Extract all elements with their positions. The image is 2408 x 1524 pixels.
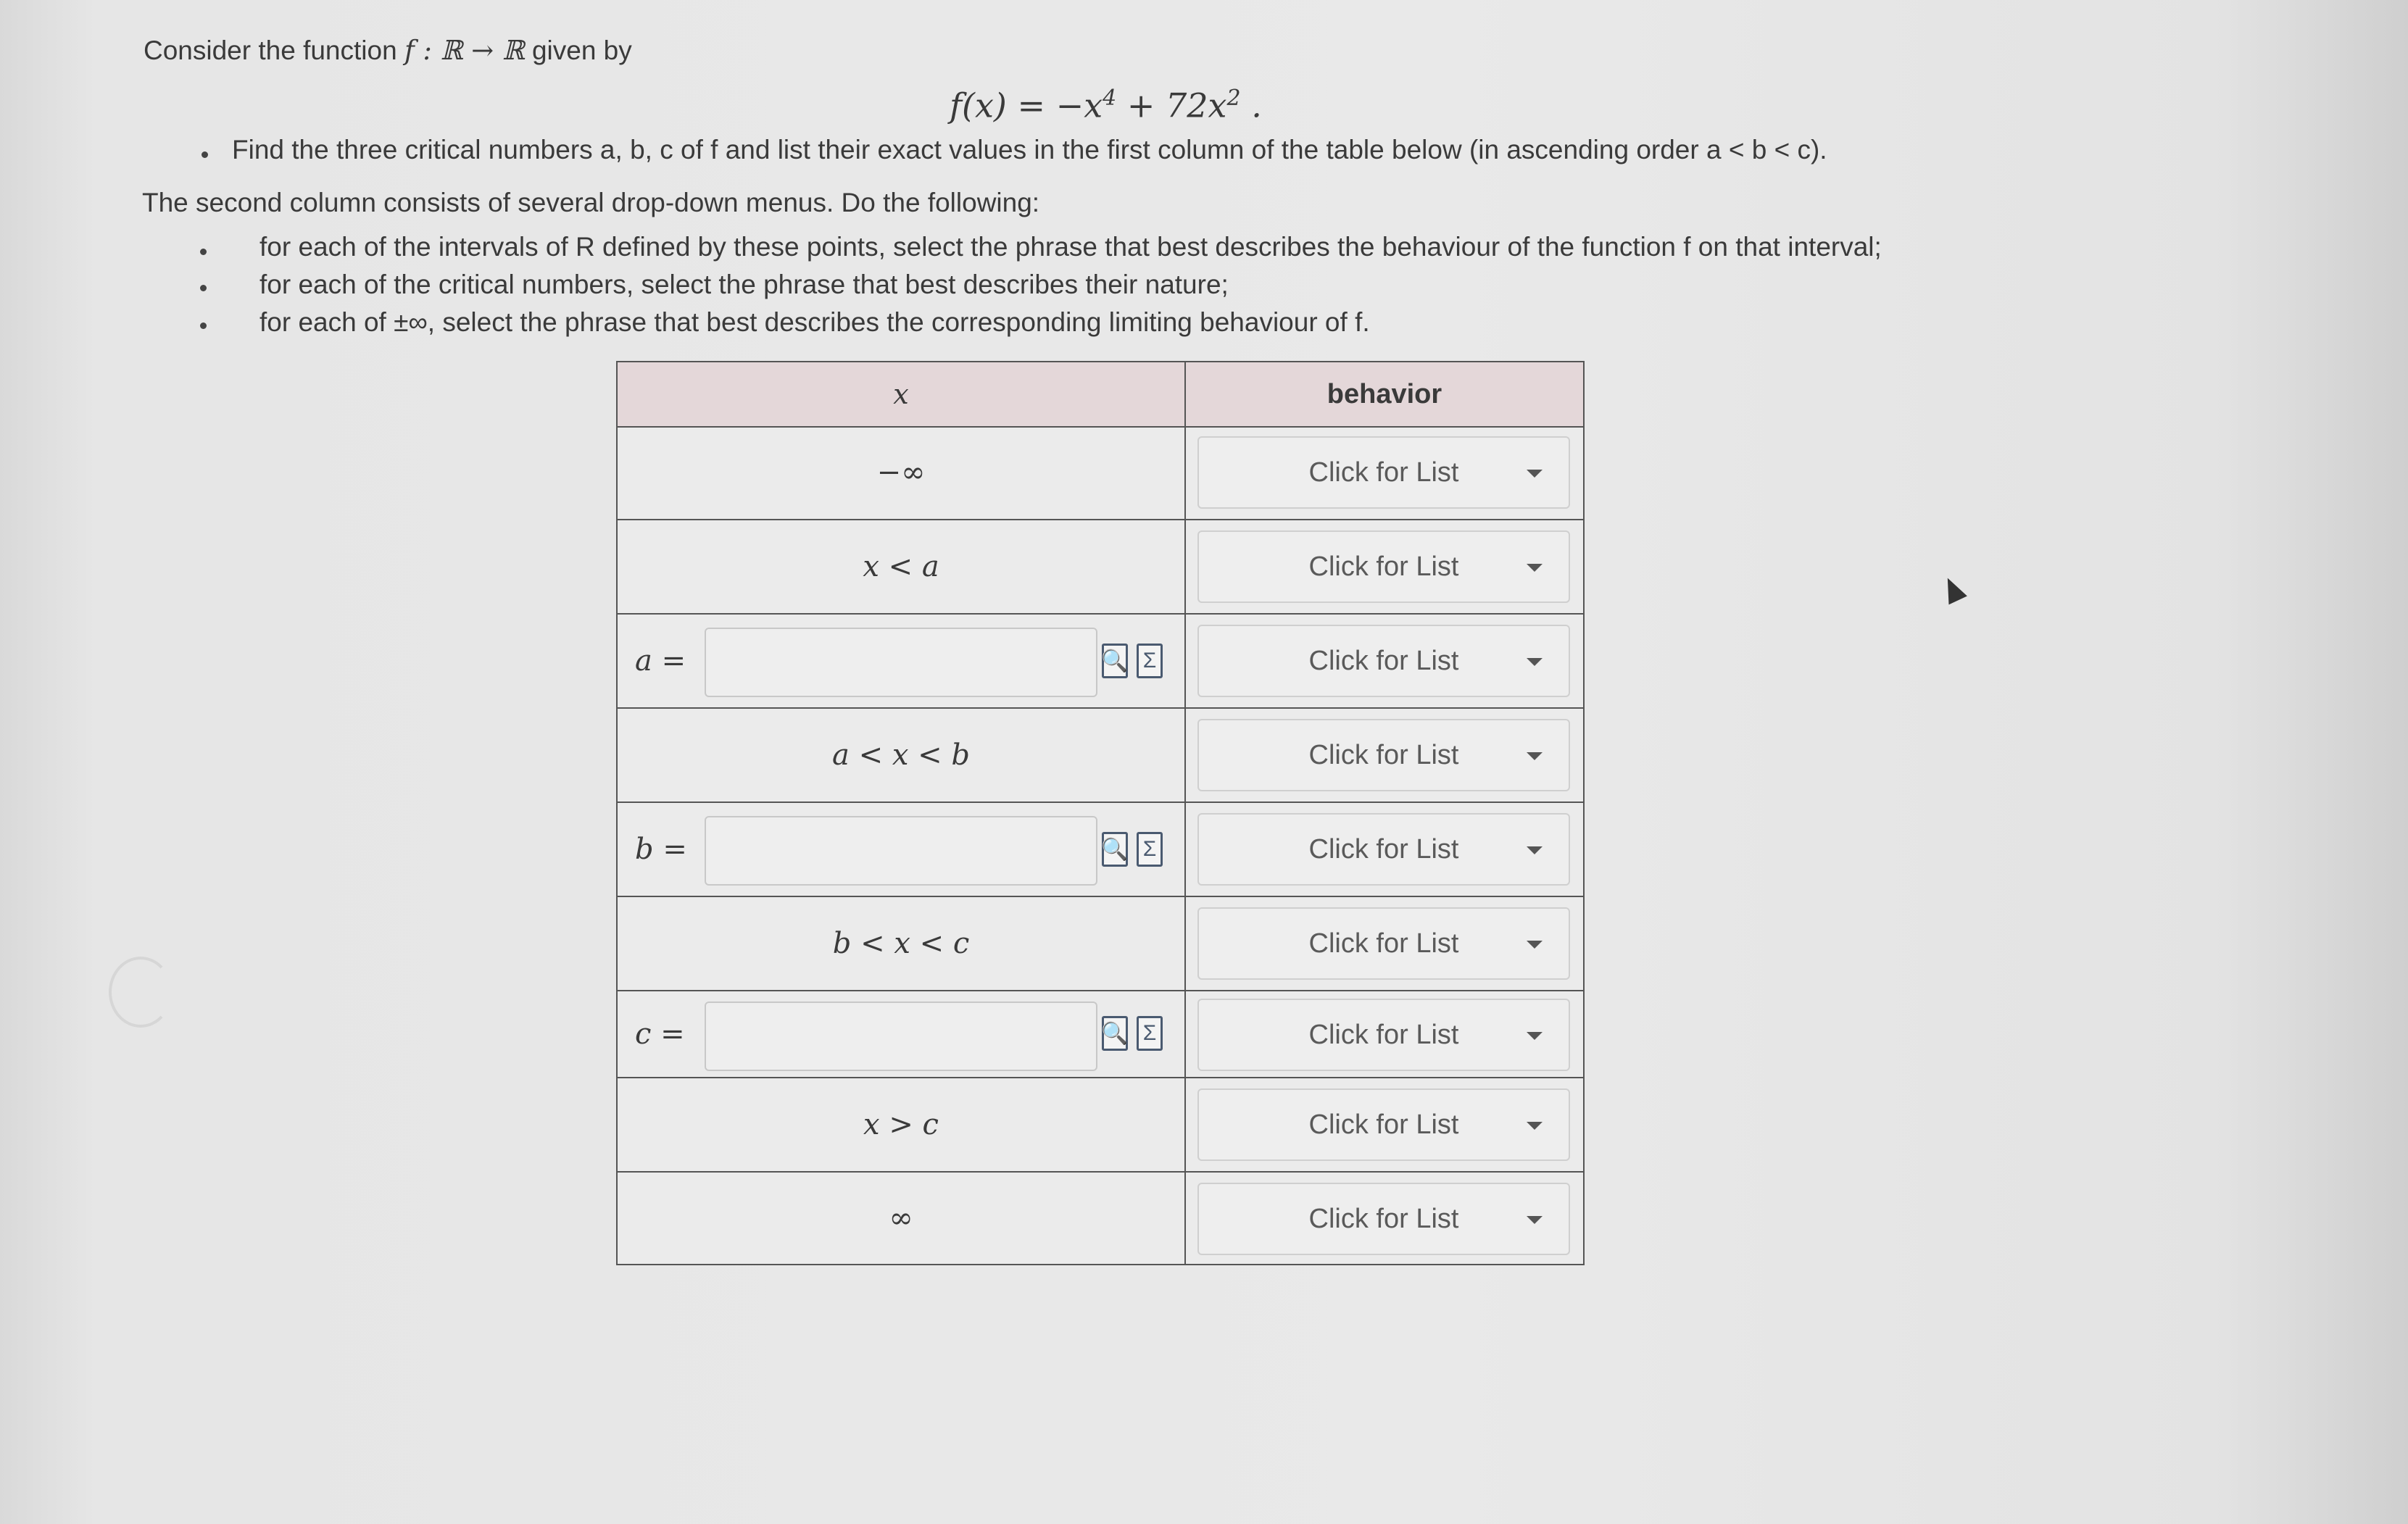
mouse-pointer-icon <box>1938 574 1967 605</box>
critical-a-input[interactable] <box>705 628 1097 697</box>
intro-line <box>144 35 632 66</box>
behavior-dropdown[interactable] <box>1197 1183 1570 1255</box>
dropdown-label: Click for List <box>1308 645 1459 676</box>
column-divider <box>1184 362 1186 1264</box>
chevron-down-icon <box>1527 658 1543 666</box>
formula-mid: + 72x <box>1116 86 1227 125</box>
chevron-down-icon <box>1527 752 1543 760</box>
table-row-pos-infinity <box>618 1173 1583 1264</box>
dropdown-label: Click for List <box>1308 1019 1459 1050</box>
behavior-dropdown[interactable] <box>1197 1088 1570 1161</box>
bullet-dot <box>202 151 208 158</box>
bullet-dot <box>200 285 207 291</box>
critical-b-input[interactable] <box>705 816 1097 886</box>
x-value: ∞ <box>889 1202 913 1235</box>
behavior-dropdown[interactable] <box>1197 813 1570 886</box>
instruction-item-infinity: for each of ±∞, select the phrase that best describes the corresponding limiting behaviour of f. <box>260 307 1370 337</box>
bullet-dot <box>200 322 207 329</box>
instruction-find: Find the three critical numbers a, b, c of f and list their exact values in the first column of the table below (in ascending order a < b < c). <box>232 135 1827 165</box>
formula-power-2: 2 <box>1226 86 1241 111</box>
critical-label-a: a = <box>635 644 686 678</box>
x-value: a < x < b <box>832 738 970 772</box>
behavior-dropdown[interactable] <box>1197 907 1570 980</box>
x-value: b < x < c <box>832 927 970 960</box>
dropdown-label: Click for List <box>1308 551 1459 582</box>
table-row-neg-infinity <box>618 426 1583 520</box>
formula-power-4: 4 <box>1103 86 1117 111</box>
dropdown-label: Click for List <box>1308 457 1459 488</box>
equation-editor-icon[interactable]: Σ <box>1137 644 1163 678</box>
chevron-down-icon <box>1527 941 1543 949</box>
chevron-down-icon <box>1527 1216 1543 1224</box>
table-row-c <box>618 991 1583 1078</box>
intro-mapping: f : ℝ → ℝ <box>404 35 525 66</box>
instruction-second-column: The second column consists of several drop-down menus. Do the following: <box>142 188 1040 217</box>
chevron-down-icon <box>1527 564 1543 572</box>
dropdown-label: Click for List <box>1308 928 1459 959</box>
x-value: −∞ <box>876 456 926 489</box>
behavior-dropdown[interactable] <box>1197 999 1570 1071</box>
bullet-dot <box>200 249 207 255</box>
loading-ring-icon <box>109 957 173 1028</box>
table-row-b <box>618 803 1583 897</box>
equation-editor-icon[interactable]: Σ <box>1137 832 1163 867</box>
table-row-b-lt-x-lt-c <box>618 897 1583 991</box>
behavior-dropdown[interactable] <box>1197 530 1570 603</box>
critical-label-b: b = <box>635 833 687 866</box>
chevron-down-icon <box>1527 470 1543 478</box>
formula-lhs: f(x) = −x <box>950 86 1103 125</box>
equation-editor-icon[interactable]: Σ <box>1137 1016 1163 1051</box>
table-row-x-gt-c <box>618 1078 1583 1173</box>
behavior-dropdown[interactable] <box>1197 436 1570 509</box>
table-row-a <box>618 615 1583 709</box>
chevron-down-icon <box>1527 1122 1543 1130</box>
dropdown-label: Click for List <box>1308 833 1459 865</box>
intro-text: Consider the function <box>144 36 397 65</box>
header-x: x <box>893 378 909 410</box>
behavior-dropdown[interactable] <box>1197 625 1570 697</box>
intro-suffix: given by <box>531 36 632 65</box>
preview-icon[interactable]: 🔍 <box>1102 644 1128 678</box>
behavior-dropdown[interactable] <box>1197 719 1570 791</box>
x-value: x > c <box>863 1108 939 1141</box>
table-header <box>618 362 1583 428</box>
function-formula <box>950 86 1262 125</box>
dropdown-label: Click for List <box>1308 739 1459 770</box>
chevron-down-icon <box>1527 1032 1543 1040</box>
critical-c-input[interactable] <box>705 1002 1097 1071</box>
formula-end: . <box>1240 86 1262 125</box>
x-value: x < a <box>863 550 939 583</box>
table-row-x-lt-a <box>618 520 1583 615</box>
dropdown-label: Click for List <box>1308 1109 1459 1140</box>
table-row-a-lt-x-lt-b <box>618 709 1583 803</box>
behavior-table <box>616 361 1585 1265</box>
preview-icon[interactable]: 🔍 <box>1102 832 1128 867</box>
dropdown-label: Click for List <box>1308 1203 1459 1234</box>
instruction-item-critical: for each of the critical numbers, select the phrase that best describes their nature; <box>260 270 1229 299</box>
chevron-down-icon <box>1527 846 1543 854</box>
critical-label-c: c = <box>635 1017 685 1051</box>
header-behavior: behavior <box>1327 378 1442 409</box>
preview-icon[interactable]: 🔍 <box>1102 1016 1128 1051</box>
instruction-item-intervals: for each of the intervals of R defined by these points, select the phrase that best describes the behaviour of the function f on that interval; <box>260 232 1882 262</box>
